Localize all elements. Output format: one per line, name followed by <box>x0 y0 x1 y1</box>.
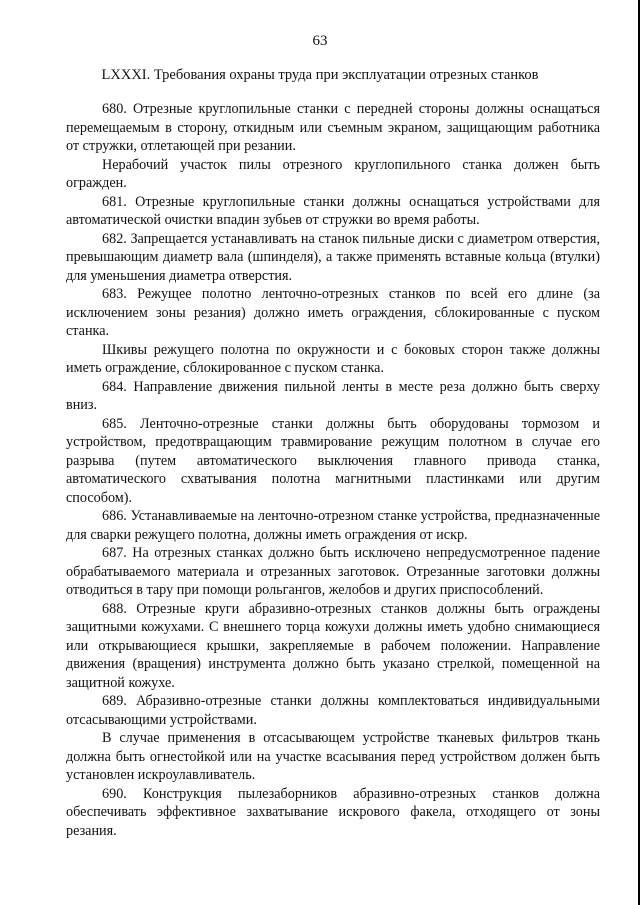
paragraph-690: 690. Конструкция пылезаборников абразивно-отрезных станков должна обеспечивать эффективное захватывание искрового факела, отходящего от зоны резания. <box>66 785 600 839</box>
paragraph-689: 689. Абразивно-отрезные станки должны комплектоваться индивидуальными отсасывающими устройствами. <box>66 693 600 728</box>
paragraph-685: 685. Ленточно-отрезные станки должны быть оборудованы тормозом и устройством, предотвращающим травмирование режущим полотном в случае его разрыва (путем автоматического выключения главного привода станка, автоматического схватывания полотна магнитными пластинками или другим способом). <box>66 415 600 506</box>
paragraph-680: 680. Отрезные круглопильные станки с передней стороны должны оснащаться перемещаемым в сторону, откидным или съемным экраном, защищающим работника от стружки, отлетающей при резании. <box>66 101 600 154</box>
paragraph-680-note: Нерабочий участок пилы отрезного круглопильного станка должен быть огражден. <box>66 156 600 191</box>
paragraph-682: 682. Запрещается устанавливать на станок пильные диски с диаметром отверстия, превышающим диаметр вала (шпинделя), а также применять вставные кольца (втулки) для уменьшения диаметра отверстия. <box>66 230 600 284</box>
document-body <box>66 100 600 840</box>
paragraph-689-note: В случае применения в отсасывающем устройстве тканевых фильтров ткань должна быть огнестойкой или на участке всасывания перед устройством должен быть установлен искроулавливатель. <box>66 730 600 783</box>
paragraph-686: 686. Устанавливаемые на ленточно-отрезном станке устройства, предназначенные для сварки режущего полотна, должны иметь ограждения от искр. <box>66 508 600 543</box>
paragraph-687: 687. На отрезных станках должно быть исключено непредусмотренное падение обрабатываемого материала и отрезанных заготовок. Отрезанные заготовки должны отводиться в тару при помощи рольгангов, желобов и других приспособлений. <box>66 545 600 598</box>
paragraph-681: 681. Отрезные круглопильные станки должны оснащаться устройствами для автоматической очистки впадин зубьев от стружки во время работы. <box>66 193 600 228</box>
paragraph-684: 684. Направление движения пильной ленты в месте реза должно быть сверху вниз. <box>66 378 600 413</box>
paragraph-683: 683. Режущее полотно ленточно-отрезных станков по всей его длине (за исключением зоны резания) должно иметь ограждения, сблокированные с пуском станка. <box>66 286 600 339</box>
paragraph-683-note: Шкивы режущего полотна по окружности и с боковых сторон также должны иметь ограждение, сблокированное с пуском станка. <box>66 341 600 376</box>
paragraph-688: 688. Отрезные круги абразивно-отрезных станков должны быть ограждены защитными кожухами. С внешнего торца кожухи должны иметь удобно снимающиеся или открывающиеся крышки, закрепляемые в рабочем положении. Направление движения (вращения) инструмента должно быть указано стрелкой, помещенной на защитной кожухе. <box>66 600 600 691</box>
section-title: LXXXI. Требования охраны труда при эксплуатации отрезных станков <box>101 67 539 83</box>
page-number: 63 <box>312 33 328 49</box>
